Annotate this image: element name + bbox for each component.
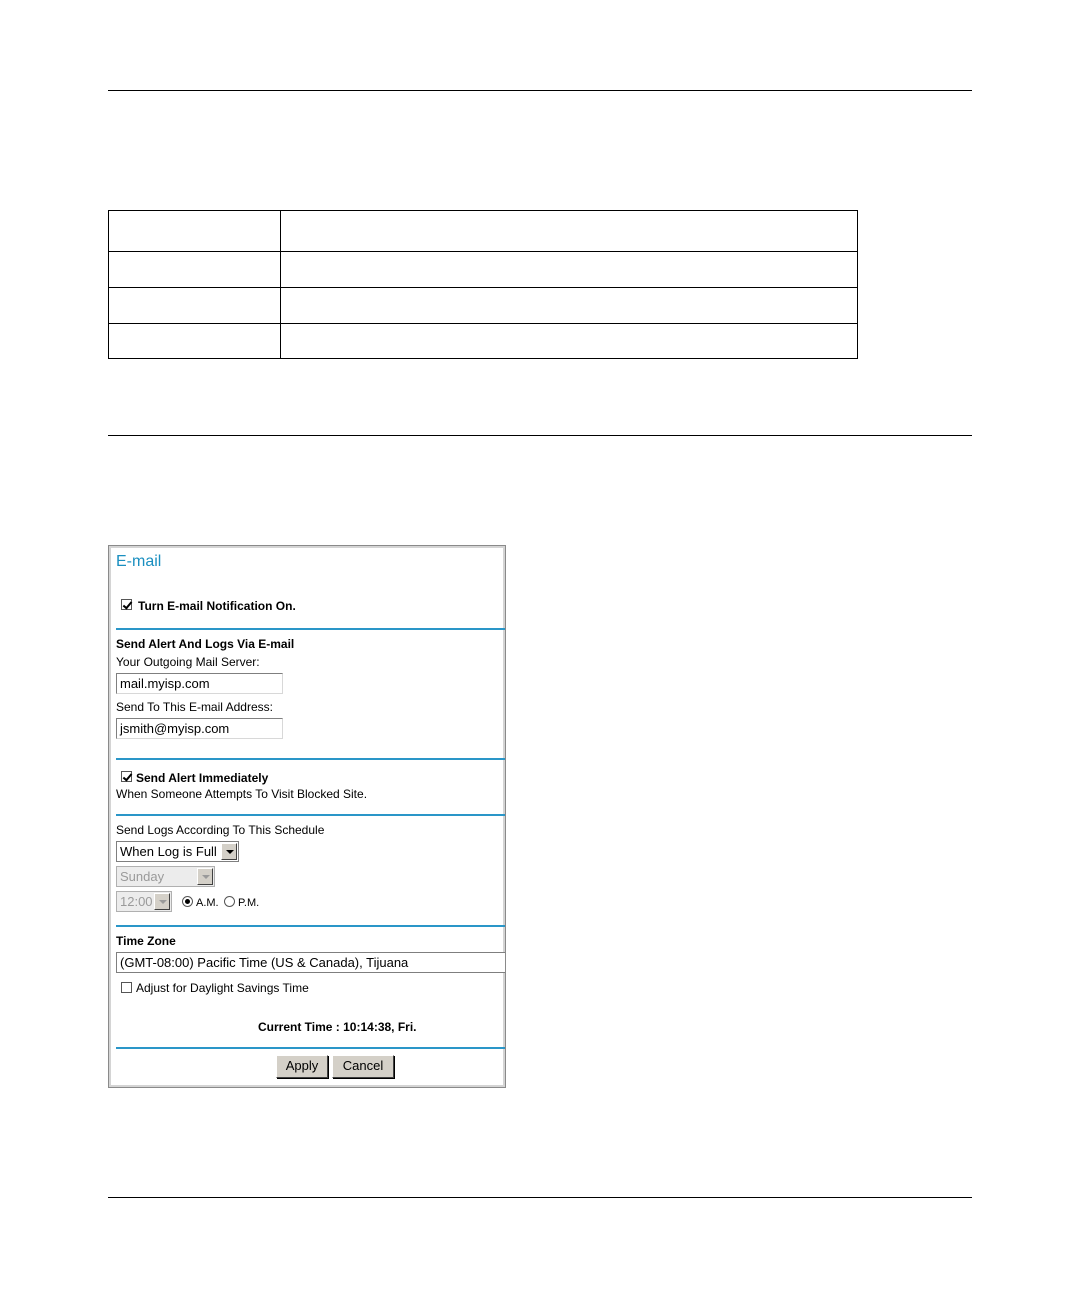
notify-checkbox[interactable] [121,599,132,610]
chevron-down-icon [197,868,213,885]
schedule-select[interactable] [116,841,239,862]
timezone-select-value: (GMT-08:00) Pacific Time (US & Canada), Tijuana [120,955,409,970]
pm-radio[interactable] [224,896,235,907]
timezone-select[interactable] [116,952,506,973]
timezone-title: Time Zone [116,934,176,948]
table-cell [281,252,858,288]
cancel-button[interactable]: Cancel [332,1055,394,1078]
current-time: Current Time : 10:14:38, Fri. [258,1020,417,1034]
day-select-value: Sunday [120,869,165,884]
empty-table [108,210,858,359]
schedule-label: Send Logs According To This Schedule [116,823,325,837]
time-select-value: 12:00 [120,894,153,909]
send-section-title: Send Alert And Logs Via E-mail [116,637,295,651]
schedule-select-value: When Log is Full [120,844,217,859]
divider [116,628,506,630]
table-cell [109,324,281,359]
dst-label: Adjust for Daylight Savings Time [136,981,309,995]
top-rule [108,90,972,91]
bottom-rule [108,1197,972,1198]
section-rule [108,435,972,436]
email-settings-panel [108,545,506,1088]
divider [116,814,506,816]
pm-label: P.M. [238,897,260,909]
divider [116,925,506,927]
dst-checkbox[interactable] [121,982,132,993]
am-radio[interactable] [182,896,193,907]
divider [116,758,506,760]
divider [116,1047,506,1049]
am-label: A.M. [196,897,219,909]
apply-button[interactable]: Apply [276,1055,328,1078]
table-cell [109,211,281,252]
alert-checkbox[interactable] [121,771,132,782]
day-select [116,866,215,887]
mail-server-input[interactable]: mail.myisp.com [116,673,283,694]
table-cell [281,288,858,324]
table-cell [109,288,281,324]
notify-label: Turn E-mail Notification On. [138,599,296,613]
email-address-label: Send To This E-mail Address: [116,700,273,714]
alert-description: When Someone Attempts To Visit Blocked Site. [116,787,368,801]
chevron-down-icon [154,893,170,910]
mail-server-label: Your Outgoing Mail Server: [116,655,260,669]
chevron-down-icon [221,843,237,860]
panel-title: E-mail [116,553,162,570]
table-cell [281,211,858,252]
email-address-input[interactable]: jsmith@myisp.com [116,718,283,739]
time-select [116,891,172,912]
table-cell [109,252,281,288]
alert-label: Send Alert Immediately [136,771,269,785]
table-cell [281,324,858,359]
